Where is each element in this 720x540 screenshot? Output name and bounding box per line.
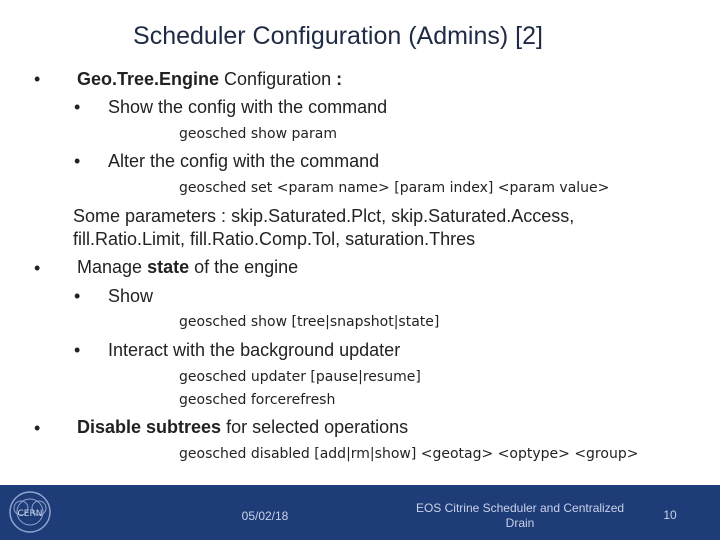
alter-config-label: Alter the config with the command	[108, 151, 380, 171]
parameters-line-1: Some parameters : skip.Saturated.Plct, skip.Saturated.Access,	[73, 206, 575, 226]
section3-heading	[77, 416, 408, 438]
sub-bullet-marker: •	[74, 97, 81, 117]
sub-bullet-marker: •	[74, 151, 81, 171]
bullet-marker: •	[34, 258, 41, 278]
disabled-command: geosched disabled [add|rm|show] <geotag> <optype> <group>	[179, 446, 639, 462]
section2-heading-post: of the engine	[189, 257, 299, 277]
slide-title: Scheduler Configuration (Admins) [2]	[133, 22, 543, 50]
footer-event-line-2: Drain	[505, 516, 535, 530]
section2-heading	[77, 256, 298, 278]
updater-label: Interact with the background updater	[108, 340, 401, 360]
sub-bullet-marker: •	[74, 286, 81, 306]
show-state-label: Show	[108, 286, 154, 306]
disable-subtrees-bold: Disable subtrees	[77, 417, 222, 437]
alter-config-command: geosched set <param name> [param index] <param value>	[179, 180, 610, 196]
bullet-marker: •	[34, 418, 41, 438]
forcerefresh-command: geosched forcerefresh	[179, 392, 336, 408]
state-bold: state	[147, 257, 190, 277]
show-config-command: geosched show param	[179, 126, 337, 142]
show-config-label: Show the config with the command	[108, 97, 388, 117]
sub-bullet-marker: •	[74, 340, 81, 360]
parameters-line-2: fill.Ratio.Limit, fill.Ratio.Comp.Tol, saturation.Thres	[73, 229, 476, 249]
geotreeengine-bold: Geo.Tree.Engine	[77, 69, 220, 89]
section3-heading-post: for selected operations	[221, 417, 409, 437]
cern-logo-icon	[5, 487, 55, 537]
section1-heading-rest: Configuration	[219, 69, 332, 89]
section2-heading-pre: Manage	[77, 257, 148, 277]
footer-event-line-1: EOS Citrine Scheduler and Centralized	[415, 501, 625, 515]
updater-command: geosched updater [pause|resume]	[179, 369, 421, 385]
section1-heading	[77, 68, 342, 90]
page-number: 10	[663, 508, 677, 522]
cern-logo-text: CERN	[17, 509, 43, 519]
footer-date: 05/02/18	[241, 509, 289, 523]
footer-bar	[0, 485, 720, 540]
bullet-marker: •	[34, 69, 41, 89]
section1-heading-colon: :	[331, 69, 343, 89]
show-state-command: geosched show [tree|snapshot|state]	[179, 314, 440, 330]
footer-event-title	[405, 501, 635, 531]
